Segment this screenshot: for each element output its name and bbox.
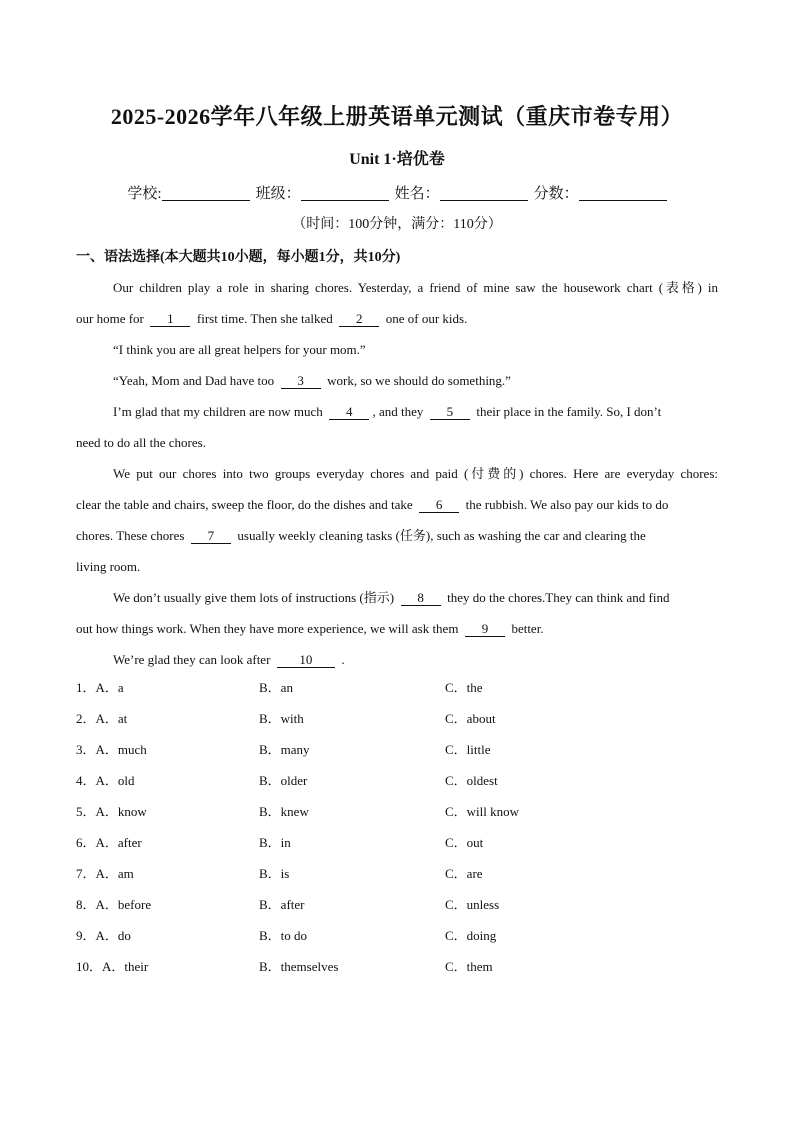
passage-line: We don’t usually give them lots of instructions (指示) 8 they do the chores.They can think and find — [113, 590, 670, 605]
blank-8: 8 — [401, 591, 441, 606]
exam-page: 2025-2026学年八年级上册英语单元测试（重庆市卷专用） Unit 1·培优卷 学校: 班级： 姓名： 分数： （时间：100分钟，满分：110分） 一、语法选择(本大题共10小题，每小题1分，共10分) Our children play a role in sharing chores. Yesterday, a friend of mine saw the housework chart (表格) in our home for 1 first time. Then she talked 2 one of our kids. “I think you are all great helpers for your mom.” “Yeah, Mom and Dad have too 3 work, so we should do something.” I’m glad that my children are now much 4 , and they 5 their place in the family. So, I don’t need to do all the chores. We put our chores into two groups everyday chores and paid (付费的) chores. Here are everyday chores: clear the table and chairs, sweep the floor, do the dishes and take 6 the rubbish. We also pay our kids to do chores. These chores 7 usually weekly cleaning tasks (任务), such as washing the car and clearing the living room. We don’t usually give them lots of instructions (指示) 8 they do the chores.They can think and find out how things work. When they have more experience, we will ask them 9 better. We’re glad they can look after 10 . 1．A．a B．an C．the 2．A．at B．with C．about 3．A．much B．many C．little 4．A．old B．older C．oldest 5．A．know B．knew C．will know 6．A．after B．in C．out 7．A．am B．is C．are 8．A．before B．after C．unless 9．A．do B．to do C．doing 10．A．their B．themselves C．them — [0, 0, 794, 1123]
passage-line: “Yeah, Mom and Dad have too 3 work, so we should do something.” — [113, 373, 511, 388]
passage-line: We’re glad they can look after 10 . — [113, 652, 345, 667]
time-note: （时间：100分钟，满分：110分） — [292, 217, 502, 232]
blank-9: 9 — [465, 622, 505, 637]
blank-4: 4 — [329, 405, 369, 420]
score-blank[interactable] — [579, 184, 667, 201]
blank-10: 10 — [277, 653, 335, 668]
passage-line: our home for 1 first time. Then she talked 2 one of our kids. — [76, 311, 468, 326]
passage-line: I’m glad that my children are now much 4 , and they 5 their place in the family. So, I don’t — [113, 404, 662, 419]
class-blank[interactable] — [301, 184, 389, 201]
school-label: 学校: — [127, 186, 162, 202]
passage-line: living room. — [76, 559, 141, 574]
school-blank[interactable] — [162, 184, 250, 201]
blank-2: 2 — [339, 312, 379, 327]
exam-title: 2025-2026学年八年级上册英语单元测试（重庆市卷专用） — [110, 104, 684, 129]
blank-1: 1 — [150, 312, 190, 327]
blank-6: 6 — [419, 498, 459, 513]
blank-5: 5 — [430, 405, 470, 420]
section-heading: 一、语法选择(本大题共10小题，每小题1分，共10分) — [76, 250, 401, 265]
class-label: 班级： — [255, 186, 301, 202]
passage-line: chores. These chores 7 usually weekly cleaning tasks (任务), such as washing the car and clearing the — [76, 528, 646, 543]
blank-3: 3 — [281, 374, 321, 389]
blank-7: 7 — [191, 529, 231, 544]
exam-subtitle: Unit 1·培优卷 — [349, 151, 445, 168]
passage-line: Our children play a role in sharing chores. Yesterday, a friend of mine saw the housework chart (表格) in — [113, 280, 718, 295]
passage-line: “I think you are all great helpers for your mom.” — [113, 342, 366, 357]
score-label: 分数： — [533, 186, 579, 202]
passage-line: We put our chores into two groups everyday chores and paid (付费的) chores. Here are everyday chores: — [113, 466, 718, 481]
name-blank[interactable] — [440, 184, 528, 201]
passage-line: out how things work. When they have more experience, we will ask them 9 better. — [76, 621, 544, 636]
passage-line: need to do all the chores. — [76, 435, 206, 450]
name-label: 姓名： — [394, 186, 440, 202]
student-info-row — [0, 182, 794, 203]
passage-line: clear the table and chairs, sweep the floor, do the dishes and take 6 the rubbish. We also pay our kids to do — [76, 497, 669, 512]
